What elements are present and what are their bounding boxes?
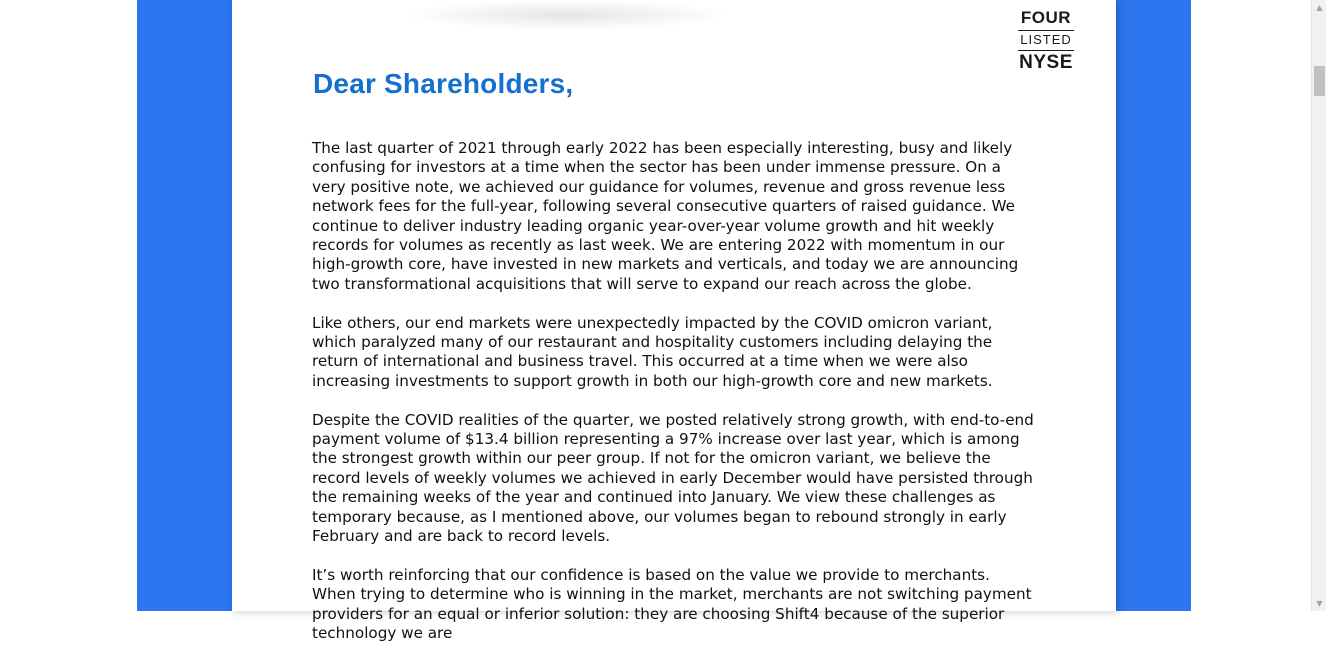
page-top-shadow <box>402 0 732 30</box>
company-logo <box>1018 8 1074 75</box>
letter-page <box>232 0 1116 643</box>
letter-body <box>312 139 1037 663</box>
logo-line-listed: LISTED <box>1018 31 1074 51</box>
scrollbar-thumb[interactable] <box>1314 66 1325 96</box>
letter-paragraph: The last quarter of 2021 through early 2022 has been especially interesting, busy and likely confusing for investors at a time when the sector has been under immense pressure. On a very positive note, we achieved our guidance for volumes, revenue and gross revenue less network fees for the full-year, following several consecutive quarters of raised guidance. We continue to deliver industry leading organic year-over-year volume growth and hit weekly records for volumes as recently as last week. We are entering 2022 with momentum in our high-growth core, have invested in new markets and verticals, and today we are announcing two transformational acquisitions that will serve to expand our reach across the globe. <box>312 139 1019 293</box>
scroll-up-arrow-icon[interactable]: ▲ <box>1316 3 1323 12</box>
letter-paragraph: Despite the COVID realities of the quarter, we posted relatively strong growth, with end-to-end payment volume of $13.4 billion representing a 97% increase over last year, which is among the strongest growth within our peer group. If not for the omicron variant, we believe the record levels of weekly volumes we achieved in early December would have persisted through the remaining weeks of the year and continued into January. We view these challenges as temporary because, as I mentioned above, our volumes began to rebound strongly in early February and are back to record levels. <box>312 410 1034 546</box>
logo-line-four: FOUR <box>1018 8 1074 31</box>
letter-paragraph: It’s worth reinforcing that our confidence is based on the value we provide to merchants. When trying to determine who is winning in the market, merchants are not switching payment providers for an equal or inferior solution: they are choosing Shift4 because of the superior technology we are <box>312 565 1032 643</box>
letter-greeting: Dear Shareholders, <box>313 68 574 99</box>
logo-line-nyse: NYSE <box>1019 52 1073 73</box>
vertical-scrollbar[interactable] <box>1311 0 1326 611</box>
scroll-down-arrow-icon[interactable]: ▼ <box>1316 599 1323 608</box>
letter-paragraph: Like others, our end markets were unexpectedly impacted by the COVID omicron variant, which paralyzed many of our restaurant and hospitality customers including delaying the return of international and business travel. This occurred at a time when we were also increasing investments to support growth in both our high-growth core and new markets. <box>312 313 993 390</box>
